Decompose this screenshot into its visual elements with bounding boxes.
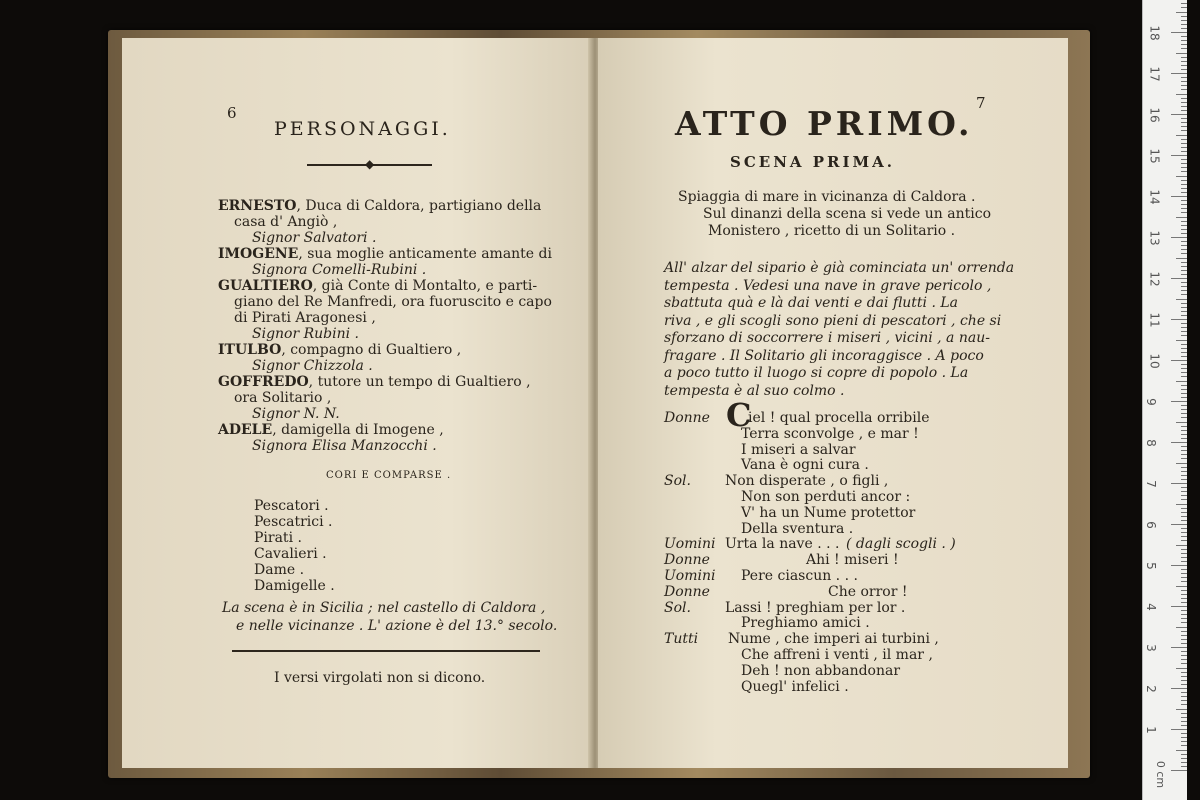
ruler-tick <box>1181 430 1187 431</box>
ruler-tick <box>1181 266 1187 267</box>
ruler-tick <box>1181 561 1187 562</box>
ruler-tick <box>1181 655 1187 656</box>
ruler-tick <box>1176 340 1187 341</box>
ruler-tick <box>1181 106 1187 107</box>
ruler-tick <box>1181 700 1187 701</box>
ruler-tick <box>1181 766 1187 767</box>
ruler-tick <box>1176 12 1187 13</box>
ruler-tick <box>1171 319 1187 320</box>
ruler-tick <box>1171 770 1187 771</box>
ruler-tick <box>1181 89 1187 90</box>
ruler-tick <box>1181 426 1187 427</box>
character-name: ADELE <box>218 422 273 438</box>
ruler-tick <box>1181 40 1187 41</box>
ruler-tick <box>1181 139 1187 140</box>
ruler-tick <box>1181 200 1187 201</box>
ruler-tick <box>1181 48 1187 49</box>
ruler-tick <box>1181 118 1187 119</box>
ruler-tick <box>1181 253 1187 254</box>
ruler-tick <box>1181 331 1187 332</box>
ruler-tick <box>1181 516 1187 517</box>
ruler-tick <box>1181 385 1187 386</box>
singer-name: Signor N. N. <box>252 406 340 422</box>
verse-line: Non son perduti ancor : <box>741 489 911 505</box>
ruler-tick <box>1176 463 1187 464</box>
ruler-tick <box>1181 348 1187 349</box>
ruler-tick <box>1181 745 1187 746</box>
ruler-number: 7 <box>1143 480 1158 488</box>
ruler-tick <box>1181 590 1187 591</box>
speaker-label: Uomini <box>664 568 716 584</box>
ruler-tick <box>1181 495 1187 496</box>
speaker-label: Uomini <box>664 536 716 553</box>
ruler-tick <box>1181 614 1187 615</box>
ruler-number: 15 <box>1147 148 1162 164</box>
ruler-tick <box>1181 487 1187 488</box>
speaker-label: Tutti <box>664 631 699 648</box>
ruler-tick <box>1181 249 1187 250</box>
ruler-tick <box>1181 311 1187 312</box>
chorus-item: Dame . <box>254 562 305 578</box>
character-description: , già Conte di Montalto, e parti- <box>312 278 538 294</box>
stage-direction-line: All' alzar del sipario è già cominciata un' orrenda <box>664 260 1015 276</box>
ruler-tick <box>1181 24 1187 25</box>
ruler-tick <box>1171 524 1187 525</box>
character-entry <box>218 342 461 358</box>
singer-name: Signora Comelli-Rubini . <box>252 262 427 278</box>
ruler-tick <box>1181 102 1187 103</box>
ruler-tick <box>1181 573 1187 574</box>
ruler-tick <box>1181 151 1187 152</box>
ruler-tick <box>1181 643 1187 644</box>
ruler-number: 10 <box>1147 353 1162 369</box>
ruler-tick <box>1171 237 1187 238</box>
ruler-tick <box>1181 315 1187 316</box>
ornament-diamond: ◆ <box>365 157 375 171</box>
ruler-tick <box>1181 147 1187 148</box>
ruler-tick <box>1181 696 1187 697</box>
ruler-tick <box>1181 368 1187 369</box>
character-name: ERNESTO <box>218 198 297 214</box>
ruler-number: 12 <box>1147 271 1162 287</box>
stage-direction-line: fragare . Il Solitario gli incoraggisce . A poco <box>664 347 984 364</box>
ruler-tick <box>1181 594 1187 595</box>
footer-note: I versi virgolati non si dicono. <box>274 670 486 686</box>
ruler-number: 1 <box>1143 726 1158 734</box>
ruler-tick <box>1181 167 1187 168</box>
character-entry <box>218 198 541 214</box>
ruler-tick <box>1181 65 1187 66</box>
ruler-tick <box>1181 180 1187 181</box>
ruler-number: 13 <box>1147 230 1162 246</box>
footer-rule <box>232 650 540 652</box>
verse-line: Pere ciascun . . . <box>741 568 858 584</box>
ruler-tick <box>1181 434 1187 435</box>
ruler-tick <box>1181 171 1187 172</box>
verse-line: Preghiamo amici . <box>741 615 870 632</box>
ruler-tick <box>1181 225 1187 226</box>
ruler-tick <box>1181 397 1187 398</box>
ruler-tick <box>1181 602 1187 603</box>
ruler-tick <box>1171 401 1187 402</box>
ruler-tick <box>1181 294 1187 295</box>
ruler-tick <box>1181 352 1187 353</box>
singer-name: Signor Salvatori . <box>252 230 377 246</box>
ruler-tick <box>1181 438 1187 439</box>
ruler-tick <box>1181 81 1187 82</box>
ruler-tick <box>1176 627 1187 628</box>
ruler-tick <box>1181 16 1187 17</box>
ruler-tick <box>1176 299 1187 300</box>
ruler-tick <box>1176 94 1187 95</box>
ruler-tick <box>1181 598 1187 599</box>
character-description: , Duca di Caldora, partigiano della <box>296 198 542 214</box>
ruler-tick <box>1181 520 1187 521</box>
ruler-tick <box>1181 659 1187 660</box>
ruler-tick <box>1181 672 1187 673</box>
ruler-tick <box>1176 750 1187 751</box>
ruler-tick <box>1181 540 1187 541</box>
verse-line: Ahi ! miseri ! <box>806 552 899 569</box>
ruler-tick <box>1181 184 1187 185</box>
ruler-number: 3 <box>1143 644 1158 652</box>
ruler-tick <box>1181 270 1187 271</box>
right-page <box>598 38 1068 768</box>
ruler-tick <box>1181 204 1187 205</box>
character-entry <box>218 246 552 262</box>
stage-direction-line: tempesta . Vedesi una nave in grave pericolo , <box>664 277 992 294</box>
ruler-tick <box>1181 631 1187 632</box>
ruler-tick <box>1181 532 1187 533</box>
chorus-item: Pescatrici . <box>254 514 333 530</box>
ruler-number: 17 <box>1147 66 1162 82</box>
ruler-tick <box>1181 491 1187 492</box>
ruler-tick <box>1181 163 1187 164</box>
singer-name: Signora Elisa Manzocchi . <box>252 438 437 454</box>
ruler-tick <box>1171 155 1187 156</box>
ruler-tick <box>1181 758 1187 759</box>
ruler-unit: 0 cm <box>1154 760 1168 789</box>
ruler-tick <box>1181 446 1187 447</box>
ruler-tick <box>1181 208 1187 209</box>
ruler-tick <box>1181 512 1187 513</box>
ruler-tick <box>1181 577 1187 578</box>
ruler-tick <box>1181 393 1187 394</box>
ruler-tick <box>1171 114 1187 115</box>
ruler-tick <box>1181 290 1187 291</box>
verse-line: iel ! qual procella orribile <box>748 410 930 426</box>
character-name: GOFFREDO <box>218 374 309 390</box>
character-description: , tutore un tempo di Gualtiero , <box>308 374 531 390</box>
ruler-number: 18 <box>1147 25 1162 41</box>
verse-line: Nume , che imperi ai turbini , <box>728 631 939 648</box>
ruler-tick <box>1181 61 1187 62</box>
ruler-tick <box>1181 569 1187 570</box>
ruler-tick <box>1181 130 1187 131</box>
ruler-tick <box>1181 754 1187 755</box>
ruler-tick <box>1181 372 1187 373</box>
ruler-tick <box>1181 663 1187 664</box>
ruler-tick <box>1181 409 1187 410</box>
verse-line: Che affreni i venti , il mar , <box>741 647 933 663</box>
ruler-tick <box>1181 479 1187 480</box>
scene-desc-2: Sul dinanzi della scena si vede un antico <box>703 206 992 222</box>
page-number-left: 6 <box>227 104 237 122</box>
verse-line: Terra sconvolge , e mar ! <box>741 425 919 442</box>
character-entry <box>218 374 531 390</box>
ruler-tick <box>1181 307 1187 308</box>
left-page <box>122 38 592 768</box>
ruler-tick <box>1181 20 1187 21</box>
ruler-tick <box>1181 241 1187 242</box>
ruler-tick <box>1181 85 1187 86</box>
ruler-tick <box>1181 110 1187 111</box>
ruler-tick <box>1181 405 1187 406</box>
setting-line-1: La scena è in Sicilia ; nel castello di Caldora , <box>222 600 546 616</box>
ruler-tick <box>1171 32 1187 33</box>
verse-line: I miseri a salvar <box>741 441 856 458</box>
ruler-tick <box>1181 188 1187 189</box>
ruler-tick <box>1176 668 1187 669</box>
ruler-tick <box>1181 581 1187 582</box>
ruler-tick <box>1181 57 1187 58</box>
ruler-tick <box>1176 545 1187 546</box>
page-number-right: 7 <box>976 94 986 112</box>
chorus-heading: CORI E COMPARSE . <box>326 470 452 481</box>
character-description-cont: ora Solitario , <box>234 390 332 406</box>
ruler-number: 11 <box>1147 312 1162 328</box>
stage-direction-line: sforzano di soccorrere i miseri , vicini , a nau- <box>664 330 990 346</box>
character-name: ITULBO <box>218 342 282 358</box>
ruler-tick <box>1181 684 1187 685</box>
verse-line: Lassi ! preghiam per lor . <box>725 599 906 616</box>
verse-line: Urta la nave . . . <box>725 536 840 553</box>
ruler-number: 5 <box>1143 562 1158 570</box>
ruler-tick <box>1181 528 1187 529</box>
ruler-number: 14 <box>1147 189 1162 205</box>
ruler-tick <box>1176 422 1187 423</box>
ruler-tick <box>1181 229 1187 230</box>
ruler-tick <box>1181 450 1187 451</box>
ruler-tick <box>1181 126 1187 127</box>
ruler-tick <box>1176 258 1187 259</box>
ruler-number: 8 <box>1143 439 1158 447</box>
ruler-tick <box>1171 196 1187 197</box>
character-name: IMOGENE <box>218 246 299 262</box>
speaker-label: Donne <box>664 552 710 569</box>
ruler-tick <box>1181 221 1187 222</box>
verse-line: Non disperate , o figli , <box>725 473 889 490</box>
ruler-tick <box>1181 639 1187 640</box>
ruler-tick <box>1181 737 1187 738</box>
ruler-tick <box>1181 344 1187 345</box>
speaker-label: Donne <box>664 583 710 600</box>
chorus-item: Cavalieri . <box>254 546 327 562</box>
ruler-tick <box>1176 586 1187 587</box>
ruler-tick <box>1181 417 1187 418</box>
ruler-tick <box>1171 729 1187 730</box>
ruler-tick <box>1181 69 1187 70</box>
ruler-tick <box>1181 212 1187 213</box>
ruler-tick <box>1181 549 1187 550</box>
ruler-tick <box>1181 192 1187 193</box>
verse-line: Che orror ! <box>828 583 908 600</box>
ruler-number: 6 <box>1143 521 1158 529</box>
character-description: , damigella di Imogene , <box>272 422 444 438</box>
ruler-tick <box>1181 725 1187 726</box>
ruler-tick <box>1181 475 1187 476</box>
ruler-tick <box>1181 7 1187 8</box>
ruler-number: 4 <box>1143 603 1158 611</box>
verse-line: Quegl' infelici . <box>741 678 849 695</box>
ruler-tick <box>1181 467 1187 468</box>
ruler-tick <box>1171 442 1187 443</box>
ruler-tick <box>1181 77 1187 78</box>
speaker-label: Sol. <box>664 599 691 616</box>
stage-direction-line: riva , e gli scogli sono pieni di pescatori , che si <box>664 312 1002 329</box>
ruler-tick <box>1181 508 1187 509</box>
character-entry <box>218 278 537 294</box>
ruler-tick <box>1181 233 1187 234</box>
ruler-tick <box>1181 122 1187 123</box>
ruler-number: 9 <box>1143 398 1158 406</box>
ruler-tick <box>1181 622 1187 623</box>
ruler-tick <box>1176 504 1187 505</box>
chorus-item: Pescatori . <box>254 498 329 514</box>
character-entry <box>218 422 444 438</box>
ruler-tick <box>1181 36 1187 37</box>
page-title-personaggi: PERSONAGGI. <box>274 118 451 140</box>
ruler-tick <box>1181 274 1187 275</box>
ruler-tick <box>1181 692 1187 693</box>
ruler-tick <box>1181 413 1187 414</box>
ruler-tick <box>1171 73 1187 74</box>
ruler-tick <box>1181 303 1187 304</box>
singer-name: Signor Rubini . <box>252 326 360 342</box>
ruler-tick <box>1171 565 1187 566</box>
ruler-tick <box>1181 364 1187 365</box>
ruler-tick <box>1181 733 1187 734</box>
verse-line: V' ha un Nume protettor <box>741 504 916 521</box>
ruler-tick <box>1181 618 1187 619</box>
ruler-tick <box>1181 680 1187 681</box>
singer-name: Signor Chizzola . <box>252 358 373 374</box>
ruler-tick <box>1176 381 1187 382</box>
setting-line-2: e nelle vicinanze . L' azione è del 13.° secolo. <box>236 618 558 634</box>
ruler-tick <box>1176 176 1187 177</box>
stage-direction-line: tempesta è al suo colmo . <box>664 382 845 399</box>
stage-note: ( dagli scogli . ) <box>846 536 956 553</box>
scene-desc-3: Monistero , ricetto di un Solitario . <box>708 223 956 239</box>
ruler-tick <box>1176 53 1187 54</box>
ruler-tick <box>1171 647 1187 648</box>
ruler-tick <box>1181 553 1187 554</box>
measuring-ruler <box>1142 0 1187 800</box>
ruler-number: 2 <box>1143 685 1158 693</box>
ruler-tick <box>1171 483 1187 484</box>
ruler-tick <box>1181 356 1187 357</box>
speaker-label: Sol. <box>664 473 691 490</box>
ruler-tick <box>1181 458 1187 459</box>
ruler-tick <box>1181 610 1187 611</box>
verse-line: Vana è ogni cura . <box>741 457 869 474</box>
ruler-tick <box>1181 159 1187 160</box>
ruler-tick <box>1181 536 1187 537</box>
ruler-tick <box>1181 98 1187 99</box>
ruler-tick <box>1181 741 1187 742</box>
scene-desc-1: Spiaggia di mare in vicinanza di Caldora . <box>678 189 976 205</box>
character-description-cont: casa d' Angiò , <box>234 214 338 230</box>
ruler-number: 16 <box>1147 107 1162 123</box>
ruler-tick <box>1181 454 1187 455</box>
scene-title: SCENA PRIMA. <box>730 153 896 171</box>
ruler-tick <box>1181 557 1187 558</box>
ruler-tick <box>1181 335 1187 336</box>
ruler-tick <box>1171 278 1187 279</box>
ruler-tick <box>1181 245 1187 246</box>
ruler-tick <box>1181 676 1187 677</box>
ruler-tick <box>1181 651 1187 652</box>
ruler-tick <box>1176 135 1187 136</box>
ruler-tick <box>1181 327 1187 328</box>
chorus-item: Damigelle . <box>254 578 335 594</box>
act-title: ATTO PRIMO. <box>675 104 974 143</box>
speaker-label: Donne <box>664 410 710 426</box>
ruler-tick <box>1181 635 1187 636</box>
ruler-tick <box>1181 717 1187 718</box>
character-description: , sua moglie anticamente amante di <box>298 246 552 262</box>
ruler-tick <box>1176 709 1187 710</box>
ruler-tick <box>1181 44 1187 45</box>
ruler-tick <box>1171 360 1187 361</box>
ruler-tick <box>1181 471 1187 472</box>
ruler-tick <box>1181 143 1187 144</box>
chorus-item: Pirati . <box>254 530 302 546</box>
stage-direction-line: sbattuta quà e là dai venti e dai flutti . La <box>664 295 959 311</box>
ruler-tick <box>1181 282 1187 283</box>
ruler-tick <box>1181 262 1187 263</box>
drop-cap: C <box>726 396 752 434</box>
ruler-tick <box>1181 704 1187 705</box>
ruler-tick <box>1181 762 1187 763</box>
ruler-tick <box>1176 217 1187 218</box>
ruler-tick <box>1181 713 1187 714</box>
character-description: , compagno di Gualtiero , <box>281 342 462 358</box>
verse-line: Della sventura . <box>741 520 854 537</box>
character-description-cont: di Pirati Aragonesi , <box>234 310 376 326</box>
ruler-tick <box>1181 28 1187 29</box>
stage-direction-line: a poco tutto il luogo si copre di popolo . La <box>664 365 969 381</box>
ruler-tick <box>1181 389 1187 390</box>
book <box>108 30 1090 778</box>
ruler-tick <box>1171 606 1187 607</box>
ruler-tick <box>1181 286 1187 287</box>
ruler-tick <box>1181 323 1187 324</box>
ruler-tick <box>1181 721 1187 722</box>
character-name: GUALTIERO <box>218 278 313 294</box>
ruler-tick <box>1171 688 1187 689</box>
character-description-cont: giano del Re Manfredi, ora fuoruscito e capo <box>234 294 552 310</box>
ruler-tick <box>1181 376 1187 377</box>
ruler-tick <box>1181 3 1187 4</box>
verse-line: Deh ! non abbandonar <box>741 662 901 679</box>
ruler-tick <box>1181 499 1187 500</box>
